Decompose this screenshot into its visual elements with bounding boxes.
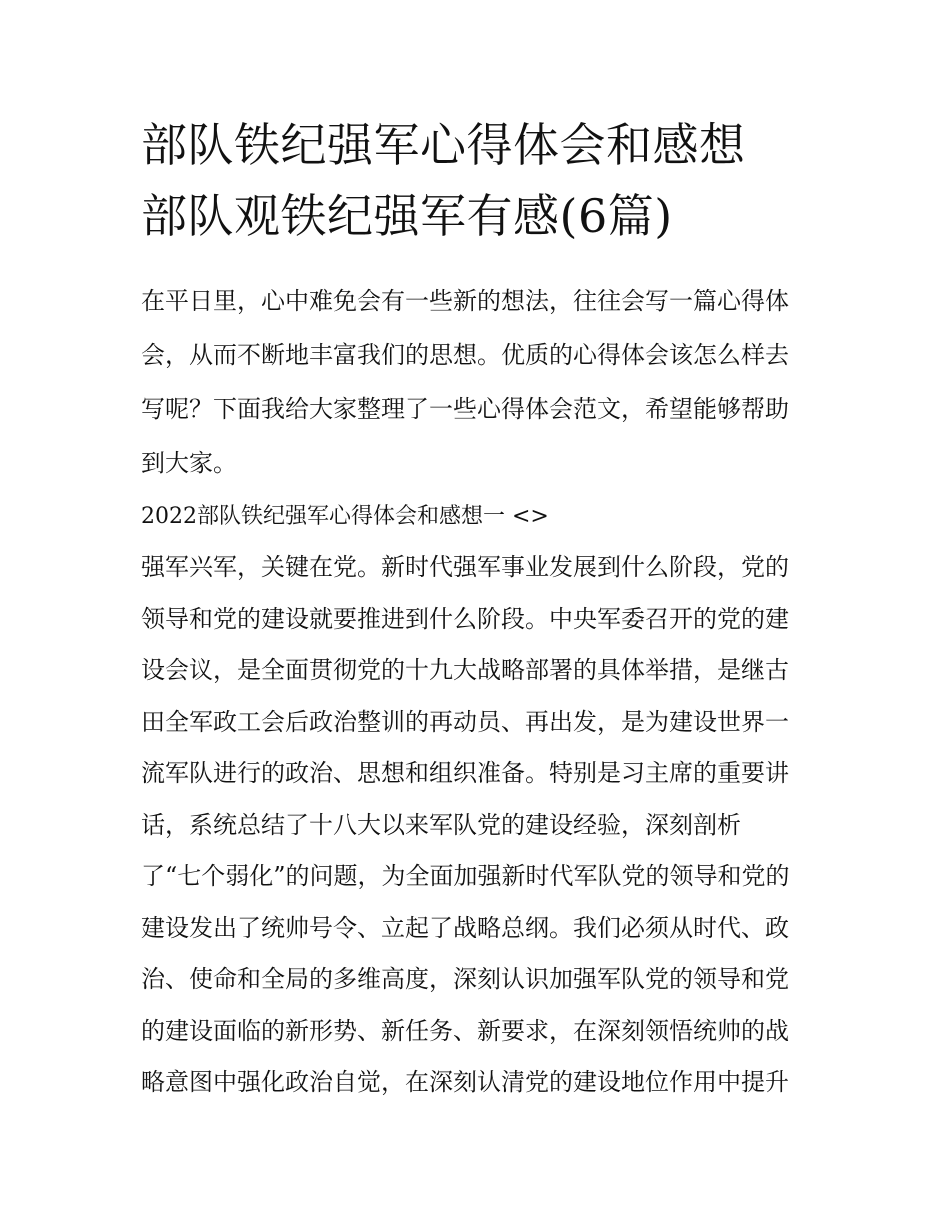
title-line-2: 部队观铁纪强军有感(6篇) — [141, 189, 673, 243]
body-line-1: 强军兴军，关键在党。新时代强军事业发展到什么阶段，党的 — [141, 553, 789, 581]
body-line-6: 话，系统总结了十八大以来军队党的建设经验，深刻剖析 — [141, 810, 741, 839]
body-line-8: 建设发出了统帅号令、立起了战略总纲。我们必须从时代、政 — [141, 913, 789, 942]
section-heading: 2022部队铁纪强军心得体会和感想一 <> — [141, 504, 549, 529]
body-line-2: 领导和党的建设就要推进到什么阶段。中央军委召开的党的建 — [141, 604, 789, 633]
body-line-5: 流军队进行的政治、思想和组织准备。特别是习主席的重要讲 — [141, 759, 789, 787]
body-line-10: 的建设面临的新形势、新任务、新要求，在深刻领悟统帅的战 — [141, 1016, 789, 1045]
body-line-4: 田全军政工会后政治整训的再动员、再出发，是为建设世界一 — [141, 707, 789, 736]
body-line-3: 设会议，是全面贯彻党的十九大战略部署的具体举措，是继古 — [141, 656, 789, 684]
intro-line-3: 写呢？下面我给大家整理了一些心得体会范文，希望能够帮助 — [141, 395, 789, 423]
intro-line-1: 在平日里，心中难免会有一些新的想法，往往会写一篇心得体 — [141, 287, 789, 315]
document-content — [141, 110, 811, 1109]
document-title — [141, 110, 811, 252]
body-paragraph — [141, 542, 811, 1109]
body-line-9: 治、使命和全局的多维高度，深刻认识加强军队党的领导和党 — [141, 965, 789, 993]
body-line-11: 略意图中强化政治自觉，在深刻认清党的建设地位作用中提升 — [141, 1068, 789, 1096]
intro-line-4: 到大家。 — [141, 449, 237, 477]
intro-paragraph — [141, 274, 811, 490]
title-line-1: 部队铁纪强军心得体会和感想 — [141, 118, 746, 172]
body-line-7: 了“七个弱化”的问题，为全面加强新时代军队党的领导和党的 — [141, 862, 790, 890]
intro-line-2: 会，从而不断地丰富我们的思想。优质的心得体会该怎么样去 — [141, 341, 789, 369]
